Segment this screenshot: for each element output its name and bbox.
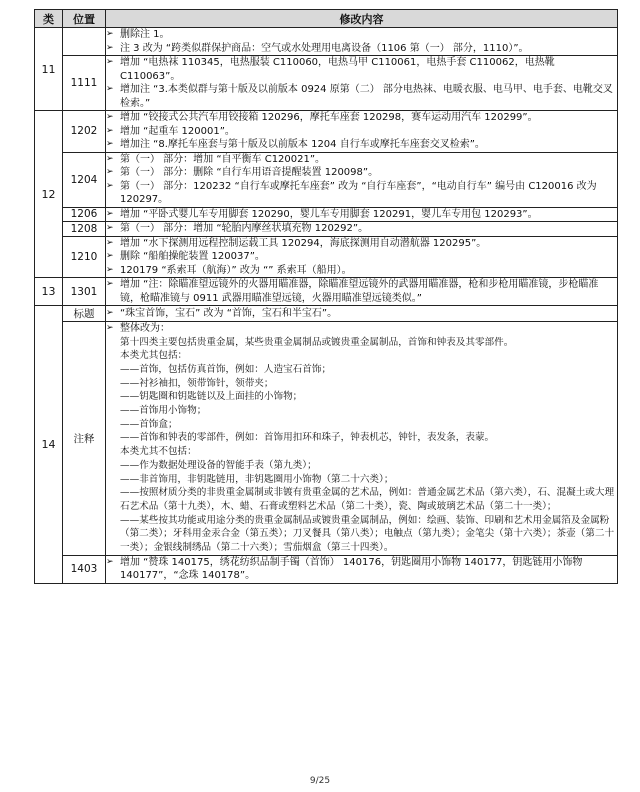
list-item: ➢ 增加 “起重车 120001”。 xyxy=(106,125,235,137)
position-cell: 1111 xyxy=(63,56,106,111)
note-line: ——首饰，包括仿真首饰，例如：人造宝石首饰； xyxy=(120,363,332,375)
content-cell xyxy=(106,56,618,111)
arrow-bullet-icon: ➢ xyxy=(106,112,114,122)
class-cell: 13 xyxy=(35,278,63,306)
note-line: ——衬衫袖扣，领带饰针，领带夹； xyxy=(120,377,274,389)
arrow-bullet-icon: ➢ xyxy=(106,125,114,136)
list-item: ➢ 第（一） 部分：120232 “自行车或摩托车座套” 改为 “自行车座套”，“电动自行车” 编号由 C120016 改为 120297。 xyxy=(106,180,597,205)
table-row xyxy=(35,322,618,556)
table-row xyxy=(35,28,618,56)
list-item: ➢ 第（一） 部分：增加 “自平衡车 C120021”。 xyxy=(106,153,326,165)
list-item: ➢ 增加注 “3.本类似群与第十版及以前版本 0924 原第（二） 部分电热袜、电暖衣服、电马甲、电手套、电靴交叉检索。” xyxy=(106,84,613,109)
position-cell xyxy=(63,28,106,56)
arrow-bullet-icon: ➢ xyxy=(106,180,114,191)
list-item: ➢ 增加 “水下探测用远程控制运载工具 120294，海底探测用自动潜航器 120295”。 xyxy=(106,237,487,249)
header-content: 修改内容 xyxy=(106,10,618,28)
list-item: ➢ 删除注 1。 xyxy=(106,29,170,40)
table-row xyxy=(35,111,618,153)
list-item: ➢ 注 3 改为 “跨类似群保护商品：空气或水处理用电离设备（1106 第（一） 部分，1110）”。 xyxy=(106,42,529,54)
content-cell xyxy=(106,306,618,322)
list-item: ➢ 第（一） 部分：删除 “自行车用语音提醒装置 120098”。 xyxy=(106,167,379,178)
arrow-bullet-icon: ➢ xyxy=(106,57,114,67)
list-item: ➢ 增加注 “8.摩托车座套与第十版及以前版本 1204 自行车或摩托车座套交叉检索”。 xyxy=(106,139,485,150)
arrow-bullet-icon: ➢ xyxy=(106,279,114,289)
list-item: ➢ “珠宝首饰，宝石” 改为 “首饰，宝石和半宝石”。 xyxy=(106,307,338,319)
header-class: 类 xyxy=(35,10,63,28)
class-cell: 12 xyxy=(35,111,63,278)
content-cell xyxy=(106,222,618,237)
table-row xyxy=(35,278,618,306)
content-cell xyxy=(106,322,618,556)
table-row xyxy=(35,56,618,111)
list-item: ➢ 整体改为： xyxy=(106,323,170,334)
note-line: 第十四类主要包括贵重金属，某些贵重金属制品或镀贵重金属制品，首饰和钟表及其零部件。 xyxy=(120,336,514,348)
arrow-bullet-icon: ➢ xyxy=(106,264,114,275)
list-item: ➢ 第（一） 部分：增加 “轮胎内摩丝状填充物 120292”。 xyxy=(106,223,369,234)
position-cell: 注释 xyxy=(63,322,106,556)
list-item: ➢ 增加 “赞珠 140175，绣花纺织品制手镯（首饰） 140176，钥匙圈用小饰物 140177，钥匙链用小饰物 140177”，“念珠 140178”。 xyxy=(106,556,583,582)
arrow-bullet-icon: ➢ xyxy=(106,237,114,248)
page-number: 9/25 xyxy=(309,776,331,786)
position-cell: 标题 xyxy=(63,306,106,322)
note-line: ——某些按其功能或用途分类的贵重金属制品或镀贵重金属制品，例如：绘画、装饰、印刷和艺术用金属箔及金属粉（第二类）；牙科用金汞合金（第五类）；刀叉餐具（第八类）；电触点（第九类）；金笔尖（第十六类）；茶壶（第二十一类）；金银线制绣品（第二十六类）；雪茄烟盒（第三十四类）。 xyxy=(120,514,615,554)
table-row xyxy=(35,222,618,237)
content-cell xyxy=(106,555,618,583)
content-cell xyxy=(106,28,618,56)
list-item: ➢ 增加 “注：除瞄准望远镜外的火器用瞄准器，除瞄准望远镜外的武器用瞄准器，枪和步枪用瞄准镜，步枪瞄准镜，枪瞄准镜与 0911 武器用瞄准望远镜，火器用瞄准望远镜类似。” xyxy=(106,279,599,304)
list-item: ➢ 120179 “系索耳（航海）” 改为 “” 系索耳（船用）。 xyxy=(106,264,352,276)
note-line: ——首饰盒； xyxy=(120,418,178,430)
list-item: ➢ 删除 “船舶操舵装置 120037”。 xyxy=(106,251,265,262)
arrow-bullet-icon: ➢ xyxy=(106,84,114,94)
position-cell: 1204 xyxy=(63,152,106,207)
arrow-bullet-icon: ➢ xyxy=(106,223,114,233)
revision-table xyxy=(34,9,618,584)
class-cell: 14 xyxy=(35,306,63,584)
note-line: ——首饰和钟表的零部件，例如：首饰用扣环和珠子，钟表机芯，钟针，表发条，表蒙。 xyxy=(120,432,495,444)
class-cell: 11 xyxy=(35,28,63,111)
note-line: ——作为数据处理设备的智能手表（第九类）； xyxy=(120,459,317,471)
note-line: 本类尤其不包括： xyxy=(120,446,197,458)
note-line: ——钥匙圈和钥匙链以及上面挂的小饰物； xyxy=(120,391,303,403)
arrow-bullet-icon: ➢ xyxy=(106,307,114,318)
note-line: 本类尤其包括： xyxy=(120,350,188,362)
arrow-bullet-icon: ➢ xyxy=(106,251,114,261)
arrow-bullet-icon: ➢ xyxy=(106,29,114,39)
position-cell: 1208 xyxy=(63,222,106,237)
table-row xyxy=(35,207,618,222)
table-row xyxy=(35,152,618,207)
content-cell xyxy=(106,278,618,306)
arrow-bullet-icon: ➢ xyxy=(106,139,114,149)
content-cell xyxy=(106,152,618,207)
position-cell: 1301 xyxy=(63,278,106,306)
note-line: ——非首饰用，非钥匙链用，非钥匙圈用小饰物（第二十六类）； xyxy=(120,473,394,485)
list-item: ➢ 增加 “平卧式婴儿车专用脚套 120290，婴儿车专用脚套 120291，婴儿车专用包 120293”。 xyxy=(106,208,538,220)
content-cell xyxy=(106,111,618,153)
table-row xyxy=(35,306,618,322)
arrow-bullet-icon: ➢ xyxy=(106,167,114,177)
note-line: ——按照材质分类的非贵重金属制或非镀有贵重金属的艺术品，例如：普通金属艺术品（第六类），石、混凝土或大理石艺术品（第十九类），木、蜡、石膏或塑料艺术品（第二十类），瓷、陶或玻璃艺术品（第二十一类）； xyxy=(120,487,615,512)
arrow-bullet-icon: ➢ xyxy=(106,208,114,219)
content-cell xyxy=(106,236,618,278)
position-cell: 1403 xyxy=(63,555,106,583)
table-row xyxy=(35,236,618,278)
table-row xyxy=(35,555,618,583)
arrow-bullet-icon: ➢ xyxy=(106,42,114,53)
position-cell: 1206 xyxy=(63,207,106,222)
list-item: ➢ 增加 “电热袜 110345，电热服装 C110060，电热马甲 C110061，电热手套 C110062，电热靴 C110063”。 xyxy=(106,57,555,82)
arrow-bullet-icon: ➢ xyxy=(106,556,114,567)
header-row xyxy=(35,10,618,28)
position-cell: 1210 xyxy=(63,236,106,278)
header-position: 位置 xyxy=(63,10,106,28)
note-line: ——首饰用小饰物； xyxy=(120,405,207,417)
arrow-bullet-icon: ➢ xyxy=(106,323,114,333)
position-cell: 1202 xyxy=(63,111,106,153)
list-item: ➢ 增加 “铰接式公共汽车用铰接箱 120296，摩托车座套 120298，赛车运动用汽车 120299”。 xyxy=(106,112,538,123)
arrow-bullet-icon: ➢ xyxy=(106,153,114,164)
content-cell xyxy=(106,207,618,222)
